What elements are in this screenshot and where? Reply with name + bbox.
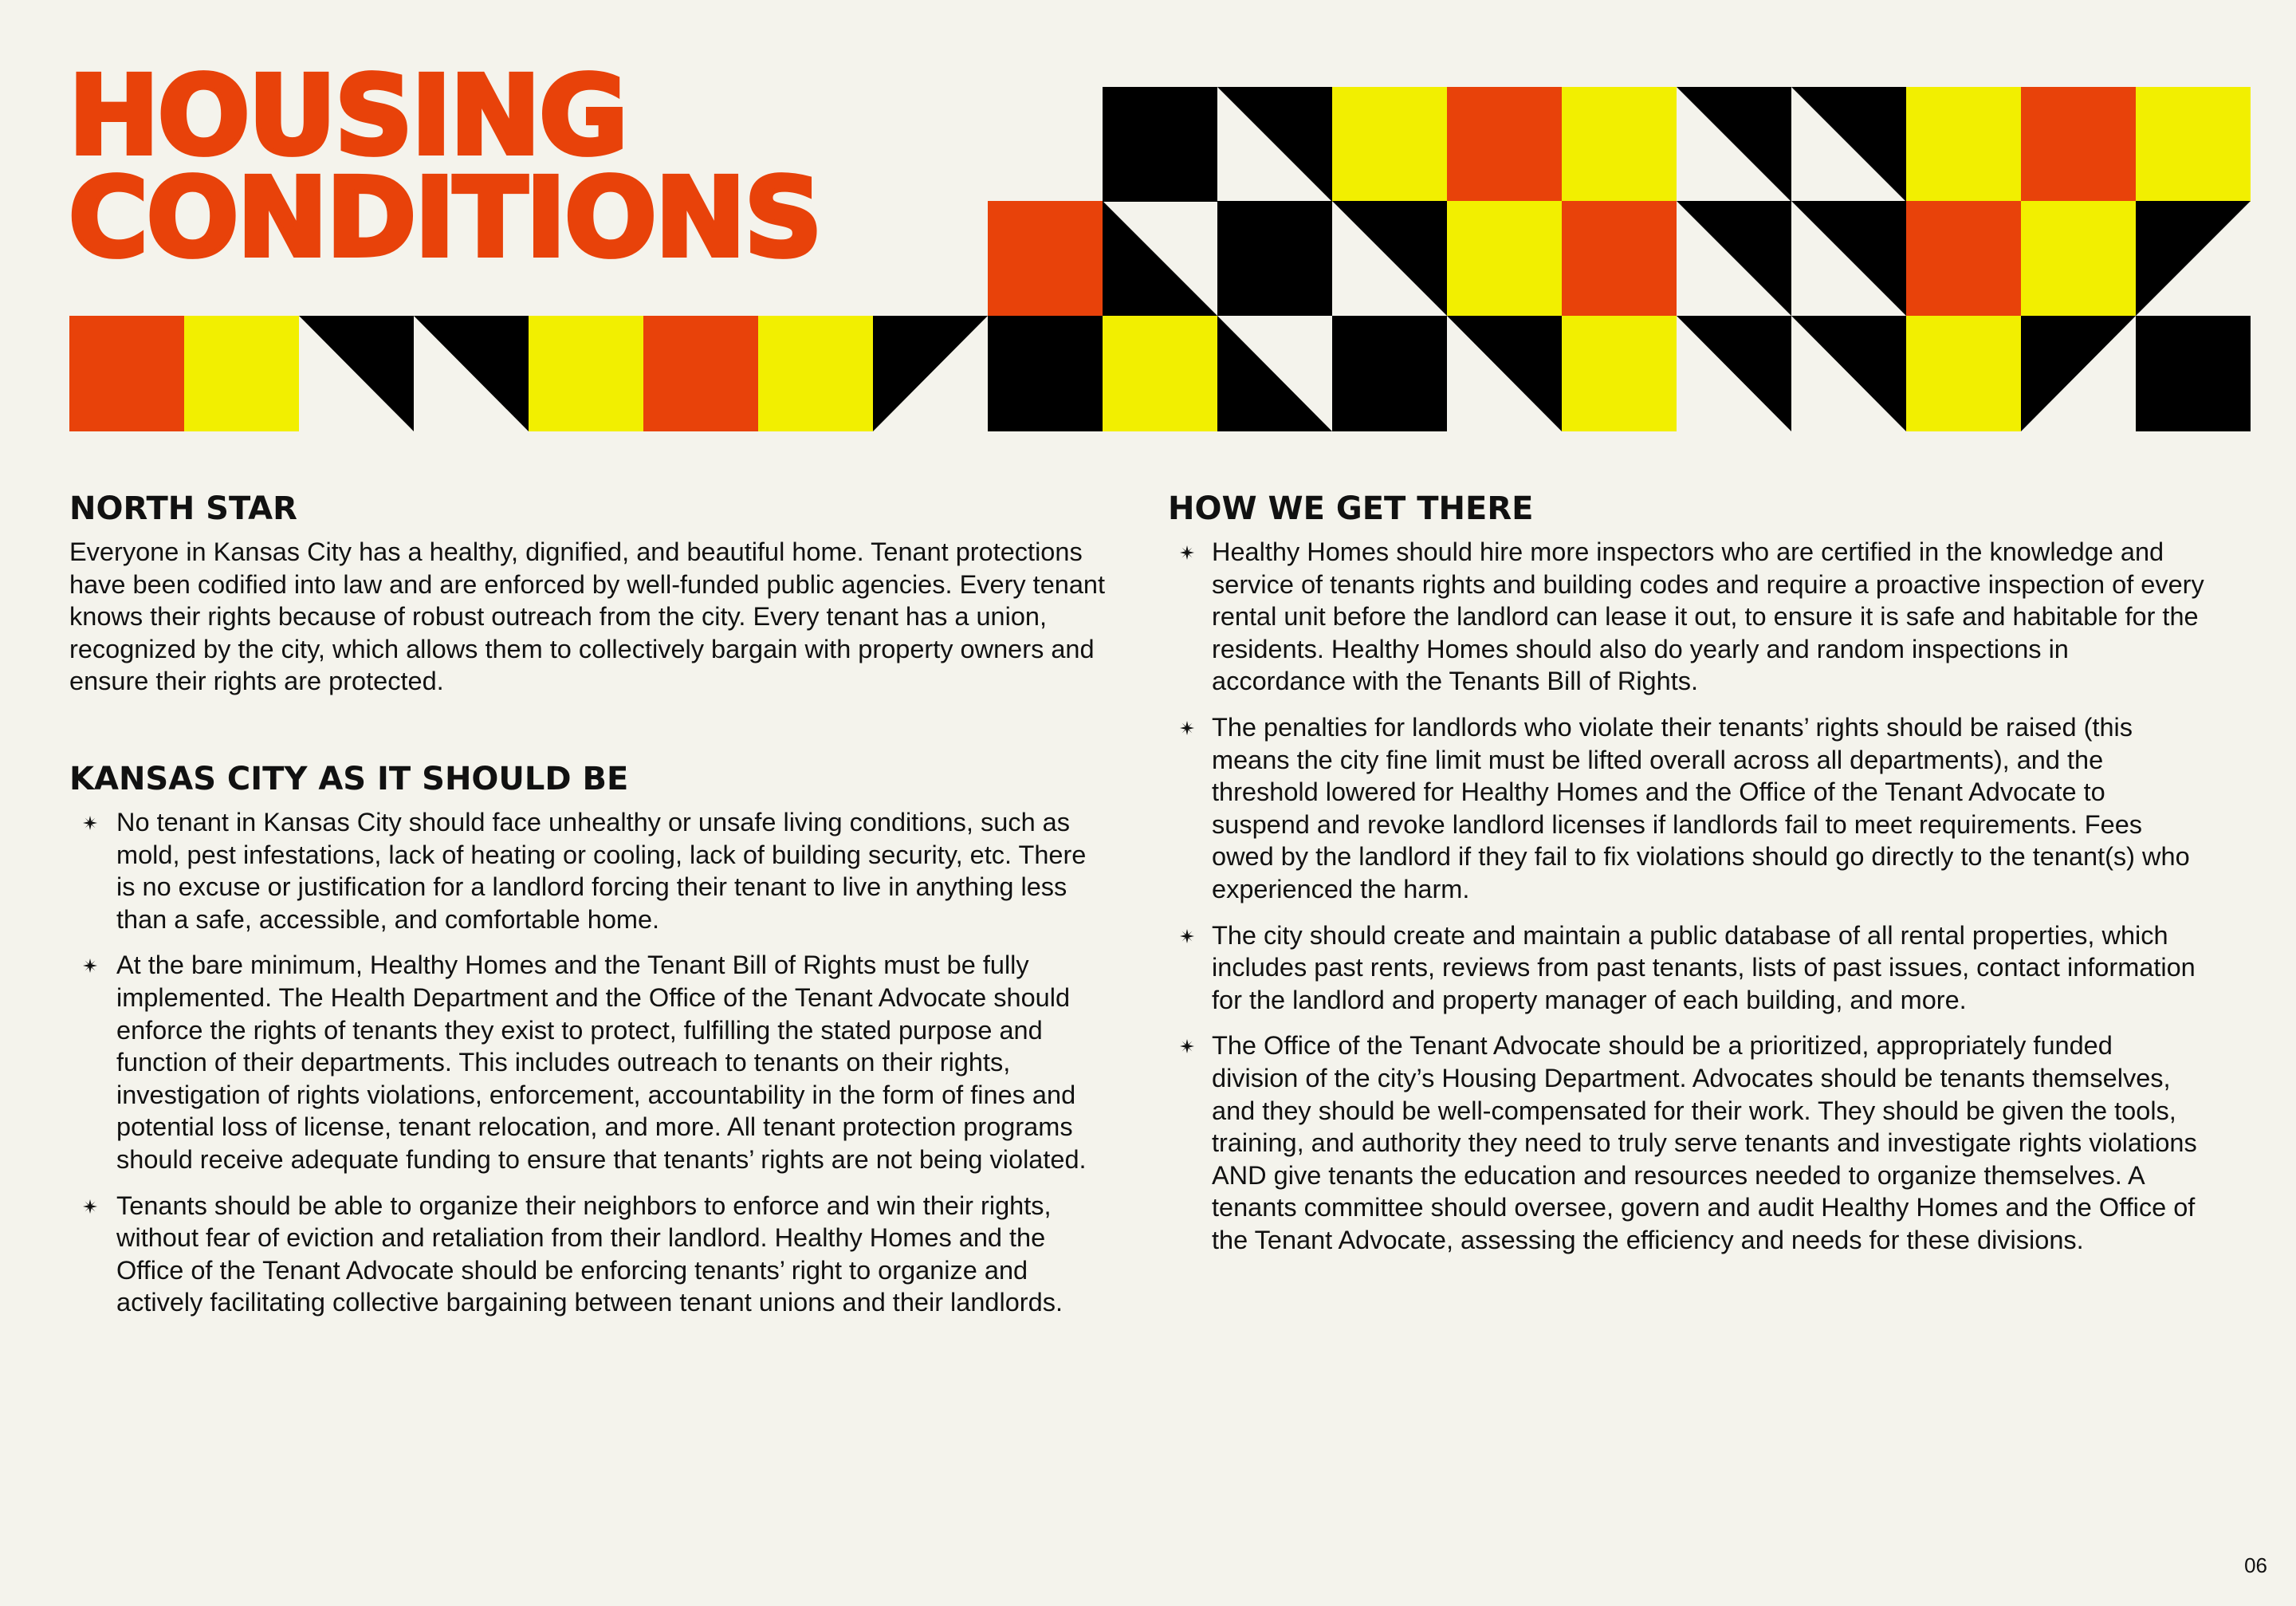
- list-item-text: Healthy Homes should hire more inspectors who are certified in the knowledge and service of tenants rights and building codes and require a proactive inspection of every rental unit before the landlord can lease it out, to ensure it is safe and habitable for the residents. Healthy Homes should also do yearly and random inspections in accordance with the Tenants Bill of Rights.: [1212, 537, 2204, 696]
- north-star-body: Everyone in Kansas City has a healthy, dignified, and beautiful home. Tenant protections have been codified into law and are enforced by well-funded public agencies. Every tenant knows their rights because of robust outreach from the city. Every tenant has a union, recognized by the city, which allows them to collectively bargain with property owners and ensure their rights are protected.: [69, 537, 1106, 696]
- asterisk-star-icon: [82, 815, 98, 831]
- list-item: [69, 1190, 1106, 1319]
- get-there-heading: HOW WE GET THERE: [1168, 490, 1534, 527]
- list-item: [69, 806, 1106, 935]
- north-star-heading: NORTH STAR: [69, 490, 297, 527]
- list-item: [1168, 919, 2204, 1017]
- list-item: [1168, 711, 2204, 906]
- geometric-pattern-banner: [0, 0, 2296, 447]
- should-be-list: [69, 806, 1106, 1319]
- list-item-text: The penalties for landlords who violate their tenants’ rights should be raised (this means the city fine limit must be lifted overall across all departments), and the threshold lowered for Healthy Homes and the Office of the Tenant Advocate to suspend and revoke landlord licenses if landlords fail to meet requirements. Fees owed by the landlord if they fail to fix violations should go directly to the tenant(s) who experienced the harm.: [1212, 712, 2190, 903]
- title-line-1: HOUSING: [69, 53, 627, 179]
- list-item: [69, 949, 1106, 1175]
- asterisk-star-icon: [1179, 1038, 1195, 1054]
- should-be-heading: KANSAS CITY AS IT SHOULD BE: [69, 760, 629, 797]
- right-column: [1168, 490, 2204, 1269]
- left-column: [69, 490, 1106, 1332]
- list-item-text: Tenants should be able to organize their neighbors to enforce and win their rights, without fear of eviction and retaliation from their landlord. Healthy Homes and the Office of the Tenant Advocate should be enforcing tenants’ right to organize and actively facilitating collective bargaining between tenant unions and their landlords.: [116, 1191, 1063, 1317]
- title-line-2: CONDITIONS: [69, 155, 821, 281]
- page-number: 06: [2244, 1553, 2267, 1577]
- list-item-text: The Office of the Tenant Advocate should be a prioritized, appropriately funded division of the city’s Housing Department. Advocates should be tenants themselves, and they should be well-compensated for their work. They should be given the tools, training, and authority they need to truly serve tenants and investigate rights violations AND give tenants the education and resources needed to organize themselves. A tenants committee should oversee, govern and audit Healthy Homes and the Office of the Tenant Advocate, assessing the efficiency and needs for these divisions.: [1212, 1031, 2197, 1254]
- list-item: [1168, 536, 2204, 698]
- asterisk-star-icon: [1179, 545, 1195, 561]
- list-item-text: The city should create and maintain a public database of all rental properties, which includes past rents, reviews from past tenants, lists of past issues, contact information for the landlord and property manager of each building, and more.: [1212, 920, 2196, 1014]
- asterisk-star-icon: [1179, 928, 1195, 944]
- asterisk-star-icon: [82, 958, 98, 974]
- list-item: [1168, 1029, 2204, 1256]
- list-item-text: No tenant in Kansas City should face unhealthy or unsafe living conditions, such as mold, pest infestations, lack of heating or cooling, lack of building security, etc. There is no excuse or justification for a landlord forcing their tenant to live in anything less than a safe, accessible, and comfortable home.: [116, 807, 1087, 934]
- list-item-text: At the bare minimum, Healthy Homes and the Tenant Bill of Rights must be fully implemented. The Health Department and the Office of the Tenant Advocate should enforce the rights of tenants they exist to protect, fulfilling the stated purpose and function of their departments. This includes outreach to tenants on their rights, investigation of rights violations, enforcement, accountability in the form of fines and potential loss of license, tenant relocation, and more. All tenant protection programs should receive adequate funding to ensure that tenants’ rights are not being violated.: [116, 951, 1087, 1174]
- asterisk-star-icon: [82, 1199, 98, 1214]
- get-there-list: [1168, 536, 2204, 1256]
- asterisk-star-icon: [1179, 720, 1195, 736]
